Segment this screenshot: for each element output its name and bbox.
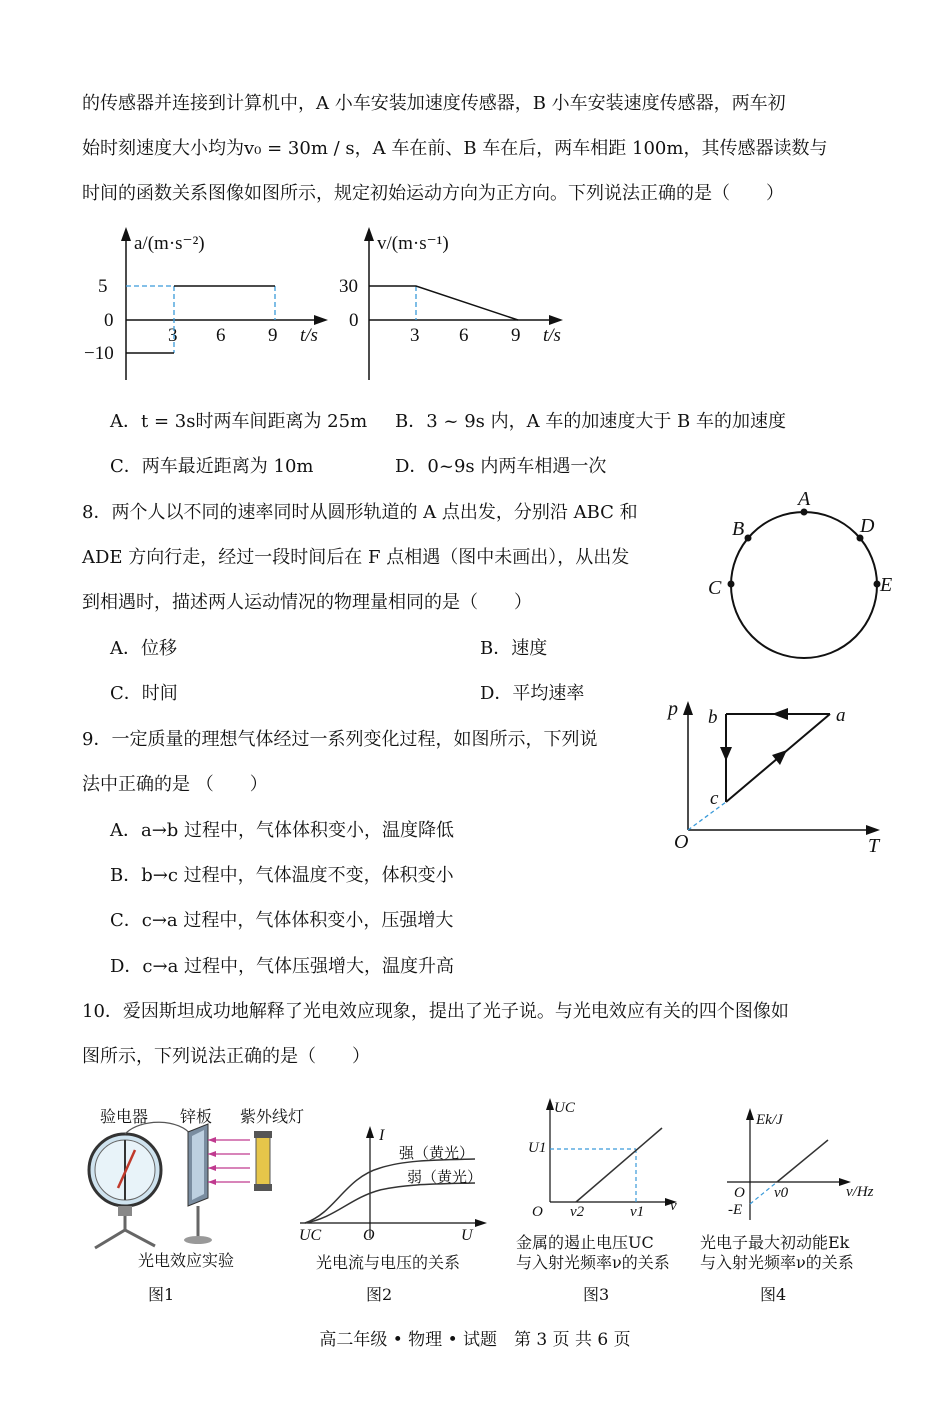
point-c — [728, 581, 735, 588]
q8-line1: 8．两个人以不同的速率同时从圆形轨道的 A 点出发，分别沿 ABC 和 — [82, 502, 638, 523]
graph-v-xlabel: t/s — [543, 325, 561, 346]
q9-option-c[interactable]: C．c→a 过程中，气体体积变小，压强增大 — [110, 910, 454, 931]
graph-v-ytick-0: 0 — [349, 310, 359, 331]
graph-v-xtick-6: 6 — [459, 325, 469, 346]
fig4-v0: ν0 — [774, 1185, 789, 1201]
q7-line3: 时间的函数关系图像如图所示，规定初始运动方向为正方向。下列说法正确的是（ ） — [82, 183, 784, 204]
fig3-xlabel: ν — [670, 1198, 677, 1214]
label-d: D — [860, 515, 875, 537]
q10-line1: 10．爱因斯坦成功地解释了光电效应现象，提出了光子说。与光电效应有关的四个图像如 — [82, 1001, 789, 1022]
label-b: B — [732, 518, 745, 540]
fig4-caption2: 与入射光频率ν的关系 — [700, 1253, 854, 1272]
label-c: C — [708, 577, 722, 599]
circle-track-diagram — [700, 485, 910, 665]
graph-a-xlabel: t/s — [300, 325, 318, 346]
fig2-strong-curve — [305, 1159, 475, 1223]
q8-option-a[interactable]: A．位移 — [110, 638, 177, 659]
fig2-weak: 弱（黄光） — [407, 1170, 483, 1186]
p-t-dashed-origin-line — [688, 802, 726, 830]
fig4-xlabel: ν/Hz — [846, 1184, 874, 1200]
fig1-label-lamp: 紫外线灯 — [240, 1109, 305, 1126]
graph-v-ylabel: v/(m·s⁻¹) — [377, 233, 449, 254]
fig4-name: 图4 — [760, 1285, 787, 1304]
q7-option-a[interactable]: A．t = 3s时两车间距离为 25m — [110, 411, 368, 432]
q7-option-b[interactable]: B．3 ~ 9s 内，A 车的加速度大于 B 车的加速度 — [395, 411, 787, 432]
p-t-origin: O — [674, 831, 689, 853]
p-t-ylabel: p — [668, 698, 678, 720]
fig2-weak-curve — [305, 1183, 475, 1223]
fig2-xlabel: U — [461, 1227, 473, 1244]
q8-option-b[interactable]: B．速度 — [480, 638, 548, 659]
graph-v-t — [335, 225, 595, 390]
fig1-label-zinc: 锌板 — [180, 1109, 213, 1126]
fig2-name: 图2 — [366, 1285, 393, 1304]
p-t-point-c: c — [710, 788, 719, 809]
uv-lamp — [256, 1136, 270, 1186]
graph-a-xtick-6: 6 — [216, 325, 226, 346]
graph-v-ytick-30: 30 — [339, 276, 358, 297]
q9-option-d[interactable]: D．c→a 过程中，气体压强增大，温度升高 — [110, 956, 455, 977]
fig4-ylabel: Ek/J — [756, 1112, 783, 1128]
q8-option-c[interactable]: C．时间 — [110, 683, 178, 704]
q9-line1: 9．一定质量的理想气体经过一系列变化过程，如图所示，下列说 — [82, 729, 598, 750]
arrow-bc — [720, 747, 732, 761]
fig3-origin: O — [532, 1204, 543, 1220]
q7-option-d[interactable]: D．0~9s 内两车相遇一次 — [395, 456, 607, 477]
fig1-label-electroscope: 验电器 — [100, 1109, 149, 1126]
q7-line2: 始时刻速度大小均为v₀ = 30m / s，A 车在前、B 车在后，两车相距 100m，其传感器读数与 — [82, 138, 828, 159]
p-t-point-b: b — [708, 707, 718, 728]
fig3-uc-v-graph — [520, 1092, 700, 1222]
q7-line1: 的传感器并连接到计算机中，A 小车安装加速度传感器，B 小车安装速度传感器，两车初 — [82, 93, 786, 114]
fig3-line — [576, 1128, 662, 1202]
fig3-v1: ν1 — [630, 1204, 645, 1220]
fig3-ylabel: UC — [554, 1100, 575, 1116]
fig2-origin: O — [363, 1227, 375, 1244]
q9-option-b[interactable]: B．b→c 过程中，气体温度不变，体积变小 — [110, 865, 454, 886]
fig4-ek-v-graph — [722, 1100, 902, 1230]
q9-option-a[interactable]: A．a→b 过程中，气体体积变小，温度降低 — [110, 820, 455, 841]
graph-a-ytick-5: 5 — [98, 276, 108, 297]
arrow-ca — [772, 750, 787, 765]
fig1-caption: 光电效应实验 — [138, 1251, 235, 1270]
q7-option-c[interactable]: C．两车最近距离为 10m — [110, 456, 314, 477]
fig1-name: 图1 — [148, 1285, 175, 1304]
fig2-iu-graph — [295, 1118, 495, 1248]
fig2-ylabel: I — [379, 1127, 385, 1144]
graph-a-xtick-9: 9 — [268, 325, 278, 346]
label-e: E — [880, 574, 893, 596]
fig1-experiment — [80, 1098, 310, 1268]
graph-a-ylabel: a/(m·s⁻²) — [134, 233, 205, 254]
graph-a-t — [84, 225, 350, 390]
fig4-origin: O — [734, 1185, 745, 1201]
circle-track — [731, 512, 877, 658]
graph-v-line — [369, 286, 518, 320]
q8-option-d[interactable]: D．平均速率 — [480, 683, 585, 704]
fig3-name: 图3 — [583, 1285, 610, 1304]
fig3-u1: U1 — [528, 1140, 547, 1156]
graph-v-xtick-9: 9 — [511, 325, 521, 346]
p-t-point-a: a — [836, 705, 846, 726]
p-t-xlabel: T — [868, 835, 880, 857]
arrow-ab — [772, 708, 788, 720]
fig2-uc: UC — [299, 1227, 322, 1244]
q8-line2: ADE 方向行走，经过一段时间后在 F 点相遇（图中未画出），从出发 — [82, 547, 630, 568]
q9-line2: 法中正确的是 （ ） — [82, 774, 268, 795]
q8-line3: 到相遇时，描述两人运动情况的物理量相同的是（ ） — [82, 592, 532, 613]
graph-a-ytick-neg10: −10 — [84, 343, 114, 364]
fig4-neg-e: -E — [728, 1202, 743, 1218]
fig4-line — [777, 1140, 828, 1182]
fig3-caption2: 与入射光频率ν的关系 — [516, 1253, 670, 1272]
graph-v-xtick-3: 3 — [410, 325, 420, 346]
label-a: A — [798, 488, 811, 510]
fig3-v2: ν2 — [570, 1204, 585, 1220]
p-t-diagram — [660, 695, 890, 860]
fig4-caption1: 光电子最大初动能Ek — [700, 1233, 850, 1252]
fig2-strong: 强（黄光） — [399, 1146, 475, 1162]
fig3-caption1: 金属的遏止电压UC — [516, 1233, 654, 1252]
graph-a-ytick-0: 0 — [104, 310, 114, 331]
graph-a-xtick-3: 3 — [168, 325, 178, 346]
q10-line2: 图所示，下列说法正确的是（ ） — [82, 1046, 370, 1067]
point-b — [745, 535, 752, 542]
page-footer: 高二年级 • 物理 • 试题 第 3 页 共 6 页 — [319, 1330, 631, 1350]
fig2-caption: 光电流与电压的关系 — [316, 1253, 461, 1272]
